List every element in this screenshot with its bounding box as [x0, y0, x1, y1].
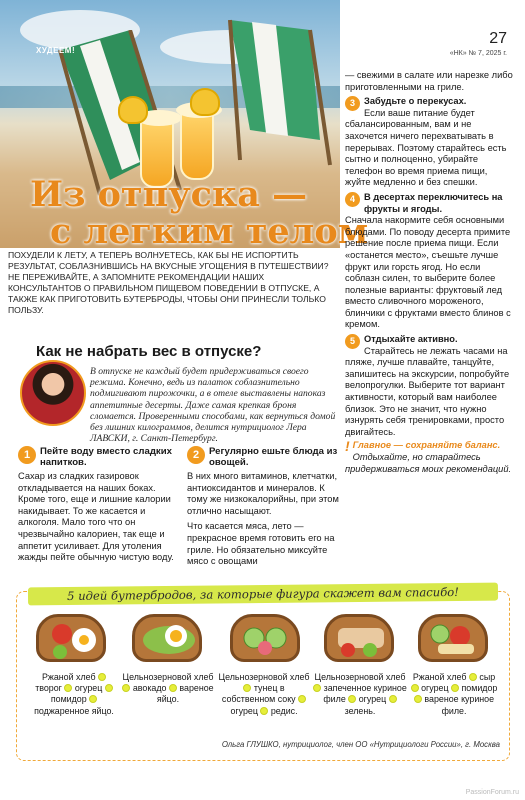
sandwich-caption-4: Цельнозерновой хлеб запеченное куриное филе огурец зелень. [314, 672, 407, 716]
page-number: 27 [489, 30, 507, 47]
sandwich-image-5 [410, 606, 496, 668]
final-advice-rest: Отдыхайте, но старайтесь придерживаться моих рекомендаций. [345, 452, 512, 474]
tip-2-number: 2 [187, 446, 205, 464]
tip-2-continuation: — свежими в салате или нарезке либо приготовленными на гриле. [345, 70, 513, 92]
tip-2-body: В них много витаминов, клетчатки, антиоксидантов и минералов. К тому же низкокалорийны, при этом отлично насыщают. [187, 471, 339, 516]
tip-5-body: Старайтесь не лежать часами на пляже, лучше плавайте, танцуйте, запишитесь на экскурсии, попробуйте велопрогулки. Выберите тот вариант активности, который вам наиболее близок. Это не значит, что нужно изнурять себя тренировками, просто двигайтесь. [345, 345, 510, 437]
title-line-1: Из отпуска — [30, 174, 308, 215]
cocktail-glass-right [180, 110, 214, 180]
pineapple-slice-icon [118, 96, 148, 124]
expert-avatar [20, 360, 86, 426]
article-title [30, 176, 368, 250]
tip-3-number: 3 [345, 96, 360, 111]
tip-5-number: 5 [345, 334, 360, 349]
sandwich-caption-3: Цельнозерновой хлеб тунец в собственном соку огурец редис. [218, 672, 310, 716]
tip-4-body: Сначала накормите себя основными блюдами. По поводу десерта примите решение после приема пищи. Если «останется место», съешьте лучше фрукт или горсть ягод. Но если соблазн силен, то выберите более полезные варианты: фруктовый лед вместо сливочного мороженого, блинчики с фруктами вместо блинов с кремом. [345, 215, 511, 330]
tip-4-heading: 4 В десертах переключитесь на фрукты и ягоды. [345, 192, 513, 215]
tip-1-body: Сахар из сладких газировок откладывается на наших боках. Кроме того, еще и лишние калории накидывает. То же касается и алкоголя. Мало того что он чрезвычайно калориен, так еще и аппетит усиливает. Для утоления жажды пейте обычную чистую воду. [18, 471, 174, 563]
expert-signature: Лера ЛАВСКИ, г. Санкт-Петербург. [90, 422, 307, 445]
watermark: PassionForum.ru [465, 789, 519, 796]
tip-1-number: 1 [18, 446, 36, 464]
tip-5-heading: 5 Отдыхайте активно. [345, 334, 513, 346]
sandwich-image-2 [124, 606, 210, 668]
sandwich-caption-5: Ржаной хлеб сыр огурец помидор вареное куриное филе. [408, 672, 500, 717]
tip-2 [187, 446, 339, 568]
final-advice [345, 440, 513, 475]
sandwich-caption-1: Ржаной хлеб творог огурец помидор поджаренное яйцо. [34, 672, 114, 716]
tip-2-heading: 2 Регулярно ешьте блюда из овощей. [187, 446, 339, 468]
exclamation-icon: ! [345, 438, 350, 455]
tip-1-heading: 1 Пейте воду вместо сладких напитков. [18, 446, 178, 468]
question-heading: Как не набрать вес в отпуске? [36, 343, 262, 360]
final-advice-main: Главное — сохраняйте баланс. [352, 440, 501, 451]
sandwich-credit: Ольга ГЛУШКО, нутрициолог, член ОО «Нутрициологи России», г. Москва [221, 740, 500, 749]
sandwich-caption-2: Цельнозерновой хлеб авокадо вареное яйцо. [122, 672, 214, 705]
sandwich-image-4 [316, 606, 402, 668]
tip-3-heading: 3 Забудьте о перекусах. [345, 96, 513, 108]
tip-3-body: Если ваше питание будет сбалансированным, вам и не захочется ничего перехватывать в перерывах. Поэтому старайтесь есть сытно и полноценно, убирайте телефон во время приема пищи, жуйте медленно и без спешки. [345, 107, 507, 188]
lead-paragraph: ПОХУДЕЛИ К ЛЕТУ, А ТЕПЕРЬ ВОЛНУЕТЕСЬ, КАК БЫ НЕ ИСПОРТИТЬ РЕЗУЛЬТАТ, СОБЛАЗНИВШИСЬ НА ВКУСНЫЕ УГОЩЕНИЯ В ПУТЕШЕСТВИИ? НЕ ПЕРЕЖИВАЙТЕ, А ЗАПОМНИТЕ РЕКОМЕНДАЦИИ НАШИХ КОНСУЛЬТАНТОВ О ПРАВИЛЬНОМ ПИЩЕВОМ ПОВЕДЕНИИ В ОТПУСКЕ, А ТАКЖЕ КАК ПРИГОТОВИТЬ БУТЕРБРОДЫ, ЧТОБЫ ОНИ ПРИНЕСЛИ ТОЛЬКО ПОЛЬЗУ. [8, 250, 329, 316]
sandwich-banner: 5 идей бутербродов, за которые фигура скажет вам спасибо! [28, 583, 498, 606]
tip-2-body-2: Что касается мяса, лето — прекрасное время готовить его на гриле. Но обязательно миксуйте мясо с овощами [187, 521, 335, 567]
sandwich-image-3 [222, 606, 308, 668]
tip-4-number: 4 [345, 192, 360, 207]
title-line-2: с легким телом [50, 211, 369, 252]
expert-quote: В отпуске не каждый будет придерживаться своего режима. Конечно, ведь из палаток соблазнительно подмигивают пирожочки, а в отеле выставлены напоказ аппетитные десерты. Даже самая крепкая броня сломается. Проверенными способами, как вернуться домой без лишних килограммов, делится нутрициолог Лера ЛАВСКИ, г. Санкт-Петербург. [90, 366, 336, 445]
pineapple-slice-icon-2 [190, 88, 220, 116]
right-column [345, 70, 513, 476]
section-tag: ХУДЕЕМ! [36, 46, 76, 55]
issue-label: «НК» № 7, 2025 г. [449, 50, 507, 57]
tip-1 [18, 446, 178, 564]
sandwich-image-1 [28, 606, 114, 668]
